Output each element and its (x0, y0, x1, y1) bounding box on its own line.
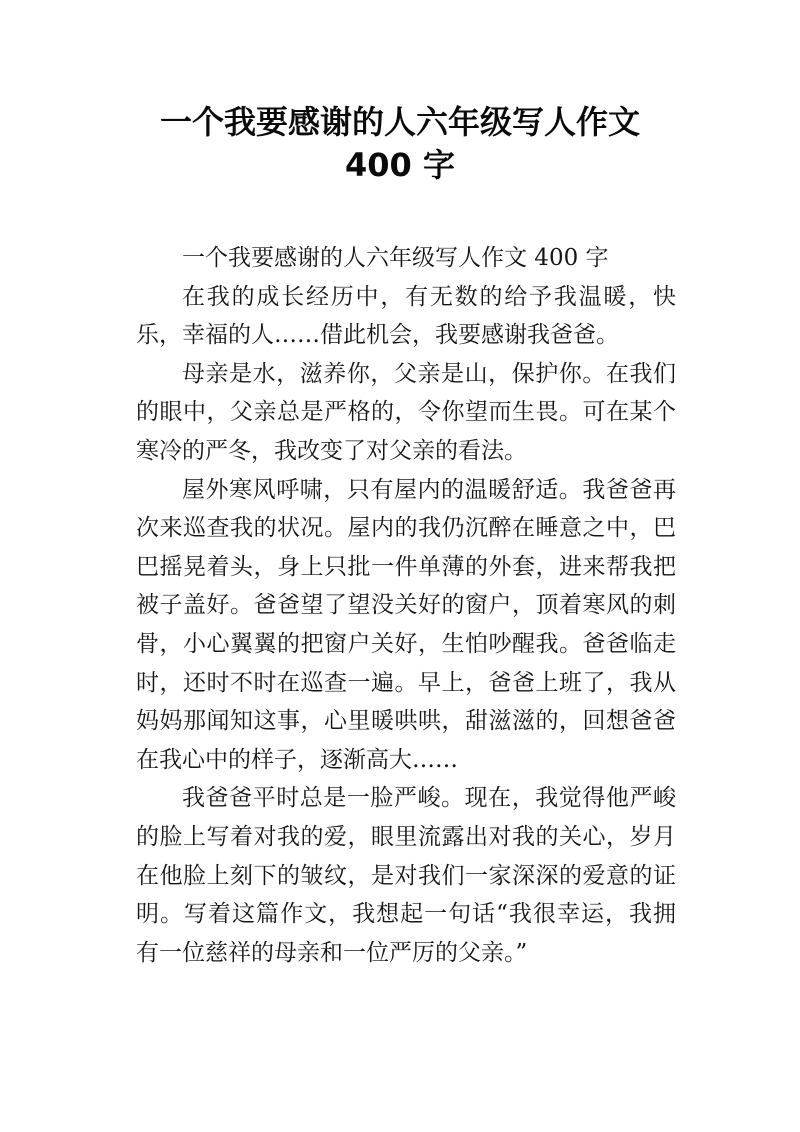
paragraph: 在我的成长经历中，有无数的给予我温暖，快乐，幸福的人……借此机会，我要感谢我爸爸。 (136, 283, 676, 349)
paragraph: 我爸爸平时总是一脸严峻。现在，我觉得他严峻的脸上写着对我的爱，眼里流露出对我的关心，岁月在他脸上刻下的皱纹，是对我们一家深深的爱意的证明。写着这篇作文，我想起一句话“我很幸运，我拥有一位慈祥的母亲和一位严厉的父亲。” (136, 785, 676, 966)
paragraph: 屋外寒风呼啸，只有屋内的温暖舒适。我爸爸再次来巡查我的状况。屋内的我仍沉醉在睡意之中，巴巴摇晃着头，身上只批一件单薄的外套，进来帮我把被子盖好。爸爸望了望没关好的窗户，顶着寒风的刺骨，小心翼翼的把窗户关好，生怕吵醒我。爸爸临走时，还时不时在巡查一遍。早上，爸爸上班了，我从妈妈那闻知这事，心里暖哄哄，甜滋滋的，回想爸爸在我心中的样子，逐渐高大…… (136, 476, 676, 773)
document-body (136, 239, 676, 972)
paragraph-heading: 一个我要感谢的人六年级写人作文 400 字 (182, 245, 609, 271)
document-title: 一个我要感谢的人六年级写人作文 (159, 103, 640, 141)
paragraph: 母亲是水，滋养你，父亲是山，保护你。在我们的眼中，父亲总是严格的，令你望而生畏。可在某个寒冷的严冬，我改变了对父亲的看法。 (136, 360, 676, 464)
document-title-continued: 400 字 (345, 146, 455, 184)
